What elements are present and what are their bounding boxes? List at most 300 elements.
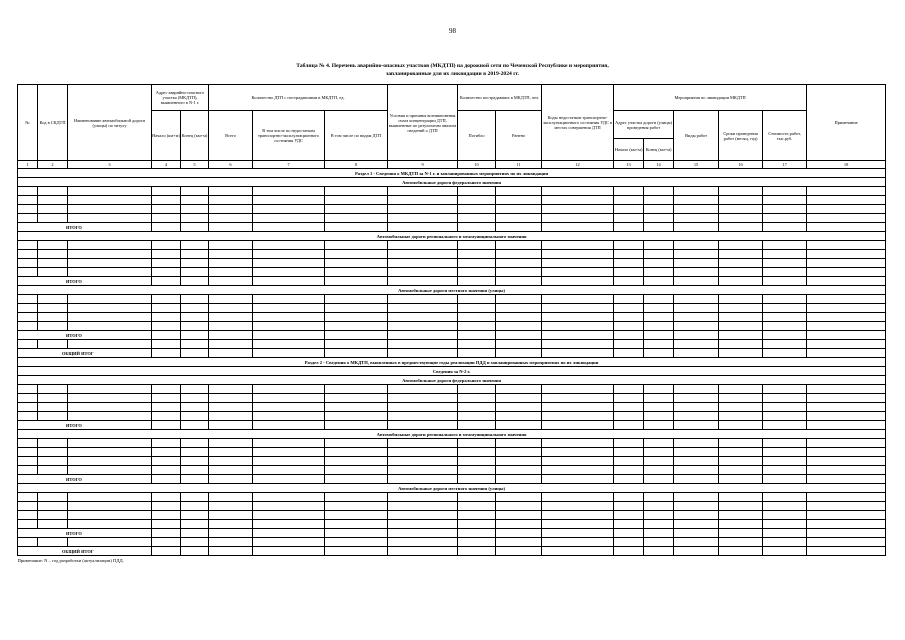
table-cell (388, 547, 458, 556)
table-cell (458, 322, 496, 331)
table-cell (458, 538, 496, 547)
table-title-line-1: Таблица № 4. Перечень аварийно-опасных участков (МКДТП) на дорожной сети по Чеченской Республике и мероприятия, (296, 63, 609, 69)
table-row (18, 412, 886, 421)
table-cell (644, 205, 674, 214)
table-cell (18, 385, 38, 394)
table-cell (496, 520, 542, 529)
column-number: 3 (68, 161, 152, 169)
total-label: ИТОГО (18, 529, 152, 538)
table-row (18, 268, 886, 277)
table-cell (674, 277, 719, 286)
table-cell (388, 241, 458, 250)
table-cell (18, 466, 38, 475)
table-cell (674, 349, 719, 358)
header-killed: Погибло (458, 111, 496, 161)
table-cell (496, 322, 542, 331)
table-cell (542, 331, 614, 340)
table-cell (152, 277, 181, 286)
table-cell (253, 223, 325, 232)
table-cell (719, 187, 763, 196)
table-cell (644, 223, 674, 232)
column-number: 10 (458, 161, 496, 169)
table-cell (152, 205, 181, 214)
total-label: ИТОГО (18, 277, 152, 286)
table-cell (807, 421, 886, 430)
table-header (18, 85, 886, 169)
table-cell (152, 457, 181, 466)
table-cell (253, 349, 325, 358)
table-cell (458, 511, 496, 520)
table-cell (807, 313, 886, 322)
table-cell (614, 394, 644, 403)
table-cell (253, 538, 325, 547)
table-cell (719, 385, 763, 394)
table-cell (253, 295, 325, 304)
total-label: ИТОГО (18, 421, 152, 430)
table-cell (719, 241, 763, 250)
total-row (18, 331, 886, 340)
table-cell (542, 502, 614, 511)
column-number: 17 (763, 161, 807, 169)
table-cell (388, 322, 458, 331)
header-work-dates: Сроки проведения работ (месяц, год) (719, 111, 763, 161)
table-title-line-2: запланированные для их ликвидации в 2019-2024 гг. (385, 71, 520, 77)
table-cell (763, 349, 807, 358)
table-cell (644, 295, 674, 304)
table-cell (458, 412, 496, 421)
table-row (18, 250, 886, 259)
table-cell (388, 439, 458, 448)
table-cell (388, 448, 458, 457)
table-cell (388, 196, 458, 205)
table-cell (209, 466, 253, 475)
table-cell (38, 313, 68, 322)
table-cell (674, 241, 719, 250)
table-row (18, 313, 886, 322)
table-cell (458, 493, 496, 502)
table-cell (496, 223, 542, 232)
table-cell (458, 340, 496, 349)
table-cell (496, 421, 542, 430)
table-cell (38, 448, 68, 457)
table-cell (614, 223, 644, 232)
table-cell (209, 187, 253, 196)
table-cell (18, 439, 38, 448)
table-cell (152, 322, 181, 331)
table-cell (68, 250, 152, 259)
header-defect-codes: Коды недостатков транспортно-эксплуатационного состояния УДС в местах совершения ДТП (542, 85, 614, 161)
table-cell (68, 466, 152, 475)
section-title-row (18, 169, 886, 178)
section-title: Раздел 2 - Сведения о МКДТП, выявленных в предшествующие годы реализации ПДД и запланированных мероприятиях по их ликвидации (18, 358, 886, 367)
table-cell (253, 466, 325, 475)
table-cell (644, 493, 674, 502)
table-cell (719, 520, 763, 529)
table-cell (763, 331, 807, 340)
table-cell (388, 331, 458, 340)
table-cell (209, 385, 253, 394)
table-cell (325, 475, 388, 484)
column-number: 12 (542, 161, 614, 169)
table-cell (152, 439, 181, 448)
table-cell (496, 394, 542, 403)
header-code: Код в СКДТП (38, 85, 68, 161)
table-cell (542, 313, 614, 322)
table-cell (68, 511, 152, 520)
table-cell (674, 457, 719, 466)
table-cell (807, 295, 886, 304)
total-label: ИТОГО (18, 223, 152, 232)
table-cell (719, 304, 763, 313)
table-body (18, 169, 886, 565)
table-cell (18, 241, 38, 250)
table-cell (388, 538, 458, 547)
table-cell (674, 187, 719, 196)
table-cell (18, 538, 38, 547)
table-cell (38, 466, 68, 475)
table-cell (152, 475, 181, 484)
table-cell (253, 205, 325, 214)
table-cell (763, 196, 807, 205)
group-title-row (18, 376, 886, 385)
table-cell (152, 331, 181, 340)
table-cell (763, 421, 807, 430)
table-cell (719, 493, 763, 502)
table-cell (644, 547, 674, 556)
table-cell (181, 187, 209, 196)
section-intro-row (18, 367, 886, 376)
table-cell (458, 241, 496, 250)
table-cell (674, 385, 719, 394)
table-cell (542, 277, 614, 286)
table-cell (181, 448, 209, 457)
table-row (18, 187, 886, 196)
table-row (18, 259, 886, 268)
table-cell (458, 502, 496, 511)
table-cell (542, 547, 614, 556)
table-cell (763, 187, 807, 196)
table-cell (253, 475, 325, 484)
table-cell (181, 493, 209, 502)
table-cell (325, 268, 388, 277)
header-road-name: Наименование автомобильной дороги (улицы) по титулу (68, 85, 152, 161)
table-cell (542, 520, 614, 529)
table-cell (644, 412, 674, 421)
table-cell (763, 448, 807, 457)
section-title-row (18, 358, 886, 367)
table-cell (763, 250, 807, 259)
table-cell (253, 457, 325, 466)
table-cell (325, 547, 388, 556)
table-cell (542, 241, 614, 250)
table-cell (763, 259, 807, 268)
column-number: 14 (644, 161, 674, 169)
table-cell (458, 448, 496, 457)
table-cell (542, 196, 614, 205)
table-cell (644, 439, 674, 448)
column-number: 18 (807, 161, 886, 169)
table-cell (763, 205, 807, 214)
table-cell (496, 331, 542, 340)
table-cell (38, 439, 68, 448)
table-row (18, 502, 886, 511)
table-cell (253, 340, 325, 349)
table-cell (458, 439, 496, 448)
table-cell (496, 403, 542, 412)
table-cell (325, 493, 388, 502)
table-cell (209, 223, 253, 232)
table-cell (68, 385, 152, 394)
table-cell (388, 520, 458, 529)
table-cell (38, 493, 68, 502)
table-cell (807, 277, 886, 286)
table-cell (674, 331, 719, 340)
table-cell (542, 511, 614, 520)
table-row (18, 295, 886, 304)
table-cell (253, 511, 325, 520)
table-cell (542, 394, 614, 403)
table-cell (719, 529, 763, 538)
table-cell (18, 502, 38, 511)
table-cell (209, 241, 253, 250)
table-cell (807, 259, 886, 268)
table-cell (181, 313, 209, 322)
table-cell (496, 538, 542, 547)
table-cell (209, 331, 253, 340)
table-cell (152, 538, 181, 547)
table-cell (674, 322, 719, 331)
table-cell (763, 529, 807, 538)
table-cell (614, 421, 644, 430)
table-cell (458, 223, 496, 232)
table-cell (68, 439, 152, 448)
table-cell (763, 313, 807, 322)
table-cell (807, 340, 886, 349)
table-cell (496, 295, 542, 304)
table-cell (181, 340, 209, 349)
table-cell (18, 520, 38, 529)
table-cell (209, 529, 253, 538)
header-dtp-types: В том числе по видам ДТП (325, 111, 388, 161)
table-cell (325, 205, 388, 214)
table-cell (644, 457, 674, 466)
table-cell (807, 511, 886, 520)
table-cell (644, 214, 674, 223)
header-measures: Мероприятия по ликвидации МКДТП (614, 85, 807, 111)
table-cell (496, 349, 542, 358)
table-cell (68, 259, 152, 268)
table-cell (325, 529, 388, 538)
table-cell (674, 439, 719, 448)
table-cell (209, 403, 253, 412)
table-cell (388, 250, 458, 259)
column-number: 15 (674, 161, 719, 169)
table-cell (181, 394, 209, 403)
table-cell (181, 268, 209, 277)
group-title-row (18, 178, 886, 187)
header-remarks: Примечание (807, 85, 886, 161)
table-cell (614, 187, 644, 196)
table-cell (253, 331, 325, 340)
table-cell (388, 349, 458, 358)
table-cell (152, 295, 181, 304)
table-cell (181, 412, 209, 421)
table-cell (325, 196, 388, 205)
table-cell (18, 250, 38, 259)
table-cell (253, 403, 325, 412)
table-cell (614, 538, 644, 547)
table-cell (152, 214, 181, 223)
table-cell (614, 502, 644, 511)
table-cell (496, 466, 542, 475)
table-row (18, 340, 886, 349)
table-cell (542, 385, 614, 394)
table-cell (181, 529, 209, 538)
table-cell (388, 259, 458, 268)
table-cell (644, 277, 674, 286)
table-cell (807, 322, 886, 331)
table-cell (209, 520, 253, 529)
table-cell (38, 403, 68, 412)
table-cell (181, 214, 209, 223)
table-cell (644, 187, 674, 196)
table-cell (719, 403, 763, 412)
table-cell (388, 511, 458, 520)
table-cell (674, 520, 719, 529)
table-cell (38, 322, 68, 331)
table-cell (152, 304, 181, 313)
table-cell (181, 304, 209, 313)
table-cell (152, 520, 181, 529)
table-cell (644, 394, 674, 403)
table-cell (18, 322, 38, 331)
table-cell (458, 295, 496, 304)
table-cell (209, 538, 253, 547)
table-cell (542, 223, 614, 232)
table-cell (674, 466, 719, 475)
table-row (18, 241, 886, 250)
table-cell (644, 466, 674, 475)
table-cell (209, 502, 253, 511)
table-cell (388, 340, 458, 349)
table-cell (68, 457, 152, 466)
table-cell (496, 241, 542, 250)
table-cell (38, 340, 68, 349)
table-cell (674, 511, 719, 520)
table-cell (18, 205, 38, 214)
column-number: 4 (152, 161, 181, 169)
column-number: 5 (181, 161, 209, 169)
table-cell (807, 331, 886, 340)
table-cell (253, 214, 325, 223)
table-cell (807, 349, 886, 358)
table-cell (68, 448, 152, 457)
table-cell (763, 538, 807, 547)
table-cell (209, 475, 253, 484)
header-site-end: Конец (км+м) (181, 111, 209, 161)
table-cell (38, 502, 68, 511)
table-cell (496, 493, 542, 502)
table-cell (458, 349, 496, 358)
table-cell (719, 538, 763, 547)
table-cell (719, 547, 763, 556)
table-row (18, 304, 886, 313)
table-cell (763, 457, 807, 466)
column-number: 1 (18, 161, 38, 169)
table-cell (388, 529, 458, 538)
table-cell (152, 313, 181, 322)
table-cell (325, 295, 388, 304)
table-cell (542, 304, 614, 313)
table-cell (496, 511, 542, 520)
table-cell (542, 493, 614, 502)
table-cell (325, 511, 388, 520)
table-cell (209, 394, 253, 403)
table-cell (458, 214, 496, 223)
table-cell (674, 205, 719, 214)
table-cell (614, 547, 644, 556)
table-cell (209, 313, 253, 322)
table-cell (181, 439, 209, 448)
table-cell (253, 250, 325, 259)
table-cell (253, 385, 325, 394)
total-row (18, 421, 886, 430)
table-cell (181, 502, 209, 511)
table-cell (496, 196, 542, 205)
table-cell (458, 394, 496, 403)
table-cell (152, 223, 181, 232)
table-cell (68, 520, 152, 529)
table-cell (807, 385, 886, 394)
table-cell (458, 304, 496, 313)
table-cell (209, 340, 253, 349)
table-cell (458, 457, 496, 466)
table-cell (644, 475, 674, 484)
table-cell (458, 196, 496, 205)
table-cell (152, 502, 181, 511)
table-cell (253, 268, 325, 277)
table-note: Примечание: N – год разработки (актуализации) ПДД. (18, 556, 886, 565)
group-title: Автомобильные дороги местного значения (улицы) (18, 484, 886, 493)
table-cell (542, 268, 614, 277)
table-cell (152, 421, 181, 430)
table-cell (763, 547, 807, 556)
table-cell (209, 277, 253, 286)
table-cell (18, 340, 38, 349)
table-cell (807, 196, 886, 205)
table-cell (152, 529, 181, 538)
table-cell (719, 250, 763, 259)
table-cell (458, 259, 496, 268)
section-title: Раздел 1 - Сведения о МКДТП за N-1 г. и запланированных мероприятиях по их ликвидации (18, 169, 886, 178)
table-cell (644, 520, 674, 529)
table-cell (674, 394, 719, 403)
table-row (18, 403, 886, 412)
table-cell (38, 520, 68, 529)
table-cell (38, 250, 68, 259)
table-cell (614, 403, 644, 412)
table-cell (388, 475, 458, 484)
table-cell (388, 187, 458, 196)
header-dtp-count: Количество ДТП с пострадавшими в МКДТП, ед. (209, 85, 388, 111)
table-cell (542, 322, 614, 331)
table-cell (763, 277, 807, 286)
table-cell (614, 250, 644, 259)
table-cell (325, 313, 388, 322)
table-cell (496, 277, 542, 286)
table-cell (542, 448, 614, 457)
table-cell (542, 340, 614, 349)
